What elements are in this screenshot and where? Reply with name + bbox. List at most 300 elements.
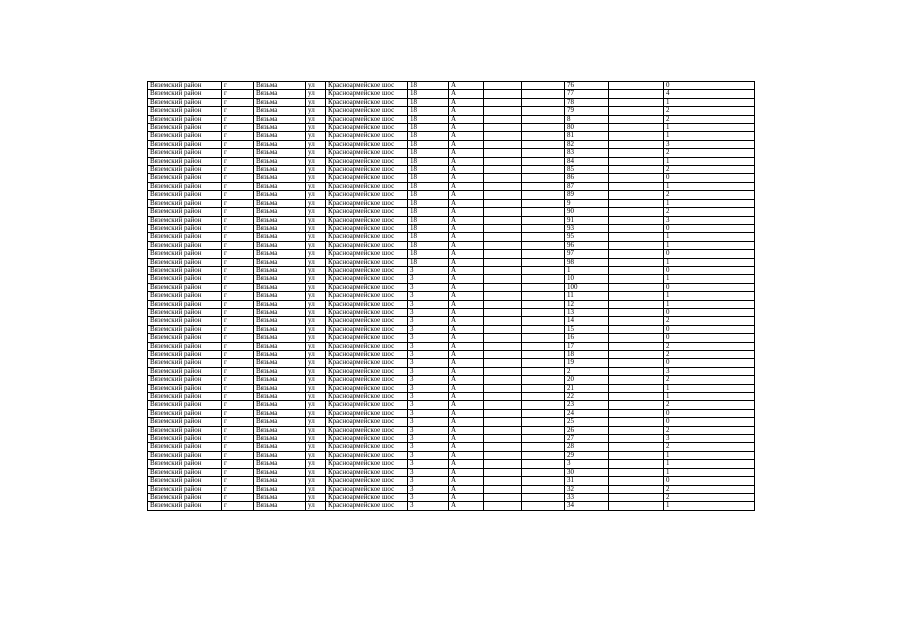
street-type-cell: ул (306, 182, 326, 190)
street-type-cell: ул (306, 418, 326, 426)
locality-type-cell: г (222, 115, 254, 123)
street-cell: Красноармейское шос (326, 351, 408, 359)
building-letter-cell: А (449, 451, 484, 459)
empty-cell-c (609, 107, 664, 115)
count-cell: 1 (664, 292, 755, 300)
count-cell: 2 (664, 115, 755, 123)
table-row (148, 334, 755, 342)
building-letter-cell: А (449, 149, 484, 157)
empty-cell-a (484, 283, 522, 291)
count-cell: 4 (664, 90, 755, 98)
empty-cell-b (522, 300, 565, 308)
empty-cell-b (522, 308, 565, 316)
empty-cell-a (484, 334, 522, 342)
street-type-cell: ул (306, 468, 326, 476)
district-cell: Вяземский район (148, 426, 222, 434)
empty-cell-b (522, 199, 565, 207)
empty-cell-c (609, 241, 664, 249)
table-row (148, 258, 755, 266)
empty-cell-c (609, 300, 664, 308)
house-number-cell: 3 (408, 275, 449, 283)
empty-cell-b (522, 216, 565, 224)
table-row (148, 409, 755, 417)
apartment-cell: 79 (565, 107, 609, 115)
empty-cell-b (522, 266, 565, 274)
district-cell: Вяземский район (148, 325, 222, 333)
empty-cell-b (522, 132, 565, 140)
locality-cell: Вязьма (254, 308, 306, 316)
district-cell: Вяземский район (148, 351, 222, 359)
empty-cell-b (522, 334, 565, 342)
locality-cell: Вязьма (254, 401, 306, 409)
locality-cell: Вязьма (254, 174, 306, 182)
house-number-cell: 3 (408, 283, 449, 291)
locality-type-cell: г (222, 477, 254, 485)
empty-cell-c (609, 308, 664, 316)
empty-cell-c (609, 115, 664, 123)
building-letter-cell: А (449, 115, 484, 123)
empty-cell-c (609, 342, 664, 350)
table-row (148, 224, 755, 232)
house-number-cell: 3 (408, 300, 449, 308)
empty-cell-a (484, 157, 522, 165)
district-cell: Вяземский район (148, 409, 222, 417)
street-cell: Красноармейское шос (326, 451, 408, 459)
street-type-cell: ул (306, 502, 326, 510)
apartment-cell: 90 (565, 208, 609, 216)
district-cell: Вяземский район (148, 174, 222, 182)
locality-type-cell: г (222, 300, 254, 308)
building-letter-cell: А (449, 460, 484, 468)
table-row (148, 401, 755, 409)
district-cell: Вяземский район (148, 367, 222, 375)
apartment-cell: 18 (565, 351, 609, 359)
apartment-cell: 13 (565, 308, 609, 316)
count-cell: 2 (664, 443, 755, 451)
table-row (148, 199, 755, 207)
apartment-cell: 34 (565, 502, 609, 510)
empty-cell-a (484, 376, 522, 384)
empty-cell-a (484, 426, 522, 434)
street-cell: Красноармейское шос (326, 460, 408, 468)
house-number-cell: 18 (408, 224, 449, 232)
building-letter-cell: А (449, 191, 484, 199)
empty-cell-b (522, 435, 565, 443)
building-letter-cell: А (449, 342, 484, 350)
empty-cell-b (522, 107, 565, 115)
apartment-cell: 27 (565, 435, 609, 443)
count-cell: 2 (664, 485, 755, 493)
empty-cell-a (484, 384, 522, 392)
count-cell: 1 (664, 241, 755, 249)
house-number-cell: 3 (408, 443, 449, 451)
table-row (148, 216, 755, 224)
street-cell: Красноармейское шос (326, 149, 408, 157)
district-cell: Вяземский район (148, 216, 222, 224)
locality-cell: Вязьма (254, 275, 306, 283)
district-cell: Вяземский район (148, 241, 222, 249)
building-letter-cell: А (449, 493, 484, 501)
district-cell: Вяземский район (148, 376, 222, 384)
district-cell: Вяземский район (148, 493, 222, 501)
empty-cell-c (609, 292, 664, 300)
locality-cell: Вязьма (254, 124, 306, 132)
empty-cell-a (484, 342, 522, 350)
district-cell: Вяземский район (148, 502, 222, 510)
district-cell: Вяземский район (148, 477, 222, 485)
table-row (148, 157, 755, 165)
street-cell: Красноармейское шос (326, 140, 408, 148)
locality-type-cell: г (222, 233, 254, 241)
building-letter-cell: А (449, 98, 484, 106)
district-cell: Вяземский район (148, 182, 222, 190)
street-type-cell: ул (306, 325, 326, 333)
empty-cell-b (522, 451, 565, 459)
empty-cell-c (609, 502, 664, 510)
house-number-cell: 18 (408, 258, 449, 266)
street-type-cell: ул (306, 283, 326, 291)
district-cell: Вяземский район (148, 98, 222, 106)
house-number-cell: 18 (408, 90, 449, 98)
apartment-cell: 83 (565, 149, 609, 157)
empty-cell-c (609, 451, 664, 459)
empty-cell-c (609, 258, 664, 266)
locality-type-cell: г (222, 418, 254, 426)
table-row (148, 124, 755, 132)
building-letter-cell: А (449, 124, 484, 132)
locality-type-cell: г (222, 426, 254, 434)
building-letter-cell: А (449, 317, 484, 325)
locality-type-cell: г (222, 451, 254, 459)
empty-cell-a (484, 435, 522, 443)
street-cell: Красноармейское шос (326, 115, 408, 123)
table-row (148, 140, 755, 148)
street-cell: Красноармейское шос (326, 384, 408, 392)
empty-cell-a (484, 485, 522, 493)
empty-cell-b (522, 174, 565, 182)
empty-cell-c (609, 460, 664, 468)
table-row (148, 308, 755, 316)
street-cell: Красноармейское шос (326, 174, 408, 182)
building-letter-cell: А (449, 334, 484, 342)
locality-cell: Вязьма (254, 283, 306, 291)
locality-type-cell: г (222, 468, 254, 476)
empty-cell-b (522, 342, 565, 350)
house-number-cell: 3 (408, 393, 449, 401)
locality-type-cell: г (222, 140, 254, 148)
house-number-cell: 18 (408, 216, 449, 224)
building-letter-cell: А (449, 275, 484, 283)
locality-type-cell: г (222, 166, 254, 174)
locality-type-cell: г (222, 124, 254, 132)
empty-cell-c (609, 233, 664, 241)
house-number-cell: 3 (408, 493, 449, 501)
building-letter-cell: А (449, 241, 484, 249)
empty-cell-a (484, 90, 522, 98)
house-number-cell: 18 (408, 157, 449, 165)
apartment-cell: 95 (565, 233, 609, 241)
empty-cell-b (522, 359, 565, 367)
locality-cell: Вязьма (254, 292, 306, 300)
empty-cell-c (609, 157, 664, 165)
house-number-cell: 18 (408, 132, 449, 140)
district-cell: Вяземский район (148, 393, 222, 401)
street-cell: Красноармейское шос (326, 107, 408, 115)
locality-type-cell: г (222, 493, 254, 501)
street-cell: Красноармейское шос (326, 275, 408, 283)
district-cell: Вяземский район (148, 258, 222, 266)
empty-cell-c (609, 376, 664, 384)
street-cell: Красноармейское шос (326, 250, 408, 258)
locality-type-cell: г (222, 308, 254, 316)
table-row (148, 351, 755, 359)
street-type-cell: ул (306, 149, 326, 157)
locality-type-cell: г (222, 367, 254, 375)
count-cell: 1 (664, 182, 755, 190)
building-letter-cell: А (449, 166, 484, 174)
empty-cell-a (484, 233, 522, 241)
locality-cell: Вязьма (254, 258, 306, 266)
empty-cell-c (609, 409, 664, 417)
empty-cell-a (484, 166, 522, 174)
street-cell: Красноармейское шос (326, 409, 408, 417)
empty-cell-a (484, 132, 522, 140)
street-cell: Красноармейское шос (326, 208, 408, 216)
empty-cell-a (484, 409, 522, 417)
street-cell: Красноармейское шос (326, 82, 408, 90)
street-type-cell: ул (306, 115, 326, 123)
count-cell: 1 (664, 233, 755, 241)
apartment-cell: 89 (565, 191, 609, 199)
empty-cell-c (609, 250, 664, 258)
house-number-cell: 3 (408, 477, 449, 485)
building-letter-cell: А (449, 292, 484, 300)
house-number-cell: 18 (408, 166, 449, 174)
locality-type-cell: г (222, 502, 254, 510)
count-cell: 0 (664, 266, 755, 274)
apartment-cell: 82 (565, 140, 609, 148)
house-number-cell: 18 (408, 98, 449, 106)
empty-cell-b (522, 426, 565, 434)
locality-type-cell: г (222, 182, 254, 190)
apartment-cell: 20 (565, 376, 609, 384)
apartment-cell: 9 (565, 199, 609, 207)
house-number-cell: 3 (408, 342, 449, 350)
apartment-cell: 84 (565, 157, 609, 165)
empty-cell-b (522, 443, 565, 451)
locality-cell: Вязьма (254, 367, 306, 375)
empty-cell-b (522, 292, 565, 300)
building-letter-cell: А (449, 409, 484, 417)
building-letter-cell: А (449, 393, 484, 401)
empty-cell-a (484, 191, 522, 199)
locality-type-cell: г (222, 199, 254, 207)
district-cell: Вяземский район (148, 82, 222, 90)
empty-cell-b (522, 325, 565, 333)
house-number-cell: 18 (408, 124, 449, 132)
street-type-cell: ул (306, 334, 326, 342)
table-row (148, 418, 755, 426)
count-cell: 1 (664, 124, 755, 132)
street-type-cell: ул (306, 166, 326, 174)
locality-cell: Вязьма (254, 208, 306, 216)
building-letter-cell: А (449, 107, 484, 115)
count-cell: 3 (664, 435, 755, 443)
street-type-cell: ул (306, 258, 326, 266)
count-cell: 1 (664, 502, 755, 510)
street-cell: Красноармейское шос (326, 359, 408, 367)
count-cell: 1 (664, 393, 755, 401)
district-cell: Вяземский район (148, 317, 222, 325)
street-type-cell: ул (306, 460, 326, 468)
locality-type-cell: г (222, 250, 254, 258)
empty-cell-c (609, 325, 664, 333)
apartment-cell: 91 (565, 216, 609, 224)
apartment-cell: 87 (565, 182, 609, 190)
street-type-cell: ул (306, 208, 326, 216)
table-row (148, 300, 755, 308)
house-number-cell: 18 (408, 115, 449, 123)
table-row (148, 292, 755, 300)
street-cell: Красноармейское шос (326, 132, 408, 140)
district-cell: Вяземский район (148, 359, 222, 367)
empty-cell-b (522, 493, 565, 501)
apartment-cell: 11 (565, 292, 609, 300)
building-letter-cell: А (449, 300, 484, 308)
empty-cell-c (609, 224, 664, 232)
locality-type-cell: г (222, 90, 254, 98)
address-table (147, 81, 755, 511)
empty-cell-c (609, 182, 664, 190)
locality-type-cell: г (222, 393, 254, 401)
house-number-cell: 3 (408, 435, 449, 443)
locality-type-cell: г (222, 275, 254, 283)
street-type-cell: ул (306, 241, 326, 249)
empty-cell-a (484, 443, 522, 451)
apartment-cell: 86 (565, 174, 609, 182)
street-type-cell: ул (306, 140, 326, 148)
locality-type-cell: г (222, 359, 254, 367)
table-row (148, 191, 755, 199)
street-type-cell: ул (306, 292, 326, 300)
count-cell: 2 (664, 342, 755, 350)
district-cell: Вяземский район (148, 443, 222, 451)
empty-cell-a (484, 199, 522, 207)
district-cell: Вяземский район (148, 115, 222, 123)
house-number-cell: 3 (408, 351, 449, 359)
apartment-cell: 21 (565, 384, 609, 392)
empty-cell-b (522, 124, 565, 132)
district-cell: Вяземский район (148, 401, 222, 409)
locality-cell: Вязьма (254, 334, 306, 342)
empty-cell-c (609, 334, 664, 342)
street-type-cell: ул (306, 174, 326, 182)
table-row (148, 451, 755, 459)
house-number-cell: 3 (408, 359, 449, 367)
table-row (148, 468, 755, 476)
count-cell: 0 (664, 418, 755, 426)
locality-type-cell: г (222, 435, 254, 443)
street-cell: Красноармейское шос (326, 443, 408, 451)
empty-cell-a (484, 98, 522, 106)
street-type-cell: ул (306, 233, 326, 241)
building-letter-cell: А (449, 82, 484, 90)
count-cell: 2 (664, 426, 755, 434)
empty-cell-a (484, 115, 522, 123)
empty-cell-c (609, 384, 664, 392)
empty-cell-c (609, 124, 664, 132)
count-cell: 1 (664, 275, 755, 283)
apartment-cell: 97 (565, 250, 609, 258)
building-letter-cell: А (449, 351, 484, 359)
locality-cell: Вязьма (254, 443, 306, 451)
locality-cell: Вязьма (254, 317, 306, 325)
street-type-cell: ул (306, 191, 326, 199)
house-number-cell: 3 (408, 409, 449, 417)
district-cell: Вяземский район (148, 208, 222, 216)
count-cell: 2 (664, 317, 755, 325)
table-row (148, 435, 755, 443)
street-type-cell: ул (306, 493, 326, 501)
empty-cell-a (484, 241, 522, 249)
district-cell: Вяземский район (148, 485, 222, 493)
apartment-cell: 26 (565, 426, 609, 434)
empty-cell-c (609, 418, 664, 426)
house-number-cell: 3 (408, 308, 449, 316)
street-type-cell: ул (306, 359, 326, 367)
street-type-cell: ул (306, 384, 326, 392)
empty-cell-b (522, 241, 565, 249)
locality-type-cell: г (222, 292, 254, 300)
district-cell: Вяземский район (148, 149, 222, 157)
street-cell: Красноармейское шос (326, 435, 408, 443)
empty-cell-a (484, 317, 522, 325)
house-number-cell: 3 (408, 384, 449, 392)
locality-cell: Вязьма (254, 325, 306, 333)
empty-cell-c (609, 140, 664, 148)
count-cell: 1 (664, 460, 755, 468)
street-type-cell: ул (306, 132, 326, 140)
house-number-cell: 3 (408, 485, 449, 493)
table-row (148, 384, 755, 392)
building-letter-cell: А (449, 140, 484, 148)
table-row (148, 376, 755, 384)
building-letter-cell: А (449, 266, 484, 274)
table-row (148, 182, 755, 190)
apartment-cell: 2 (565, 367, 609, 375)
locality-type-cell: г (222, 149, 254, 157)
street-cell: Красноармейское шос (326, 233, 408, 241)
street-type-cell: ул (306, 342, 326, 350)
count-cell: 2 (664, 191, 755, 199)
street-cell: Красноармейское шос (326, 98, 408, 106)
table-row (148, 250, 755, 258)
table-row (148, 443, 755, 451)
district-cell: Вяземский район (148, 166, 222, 174)
street-cell: Красноармейское шос (326, 308, 408, 316)
empty-cell-a (484, 468, 522, 476)
district-cell: Вяземский район (148, 191, 222, 199)
locality-type-cell: г (222, 317, 254, 325)
empty-cell-a (484, 250, 522, 258)
empty-cell-b (522, 409, 565, 417)
district-cell: Вяземский район (148, 418, 222, 426)
district-cell: Вяземский район (148, 334, 222, 342)
table-row (148, 241, 755, 249)
locality-type-cell: г (222, 241, 254, 249)
empty-cell-b (522, 283, 565, 291)
street-cell: Красноармейское шос (326, 367, 408, 375)
